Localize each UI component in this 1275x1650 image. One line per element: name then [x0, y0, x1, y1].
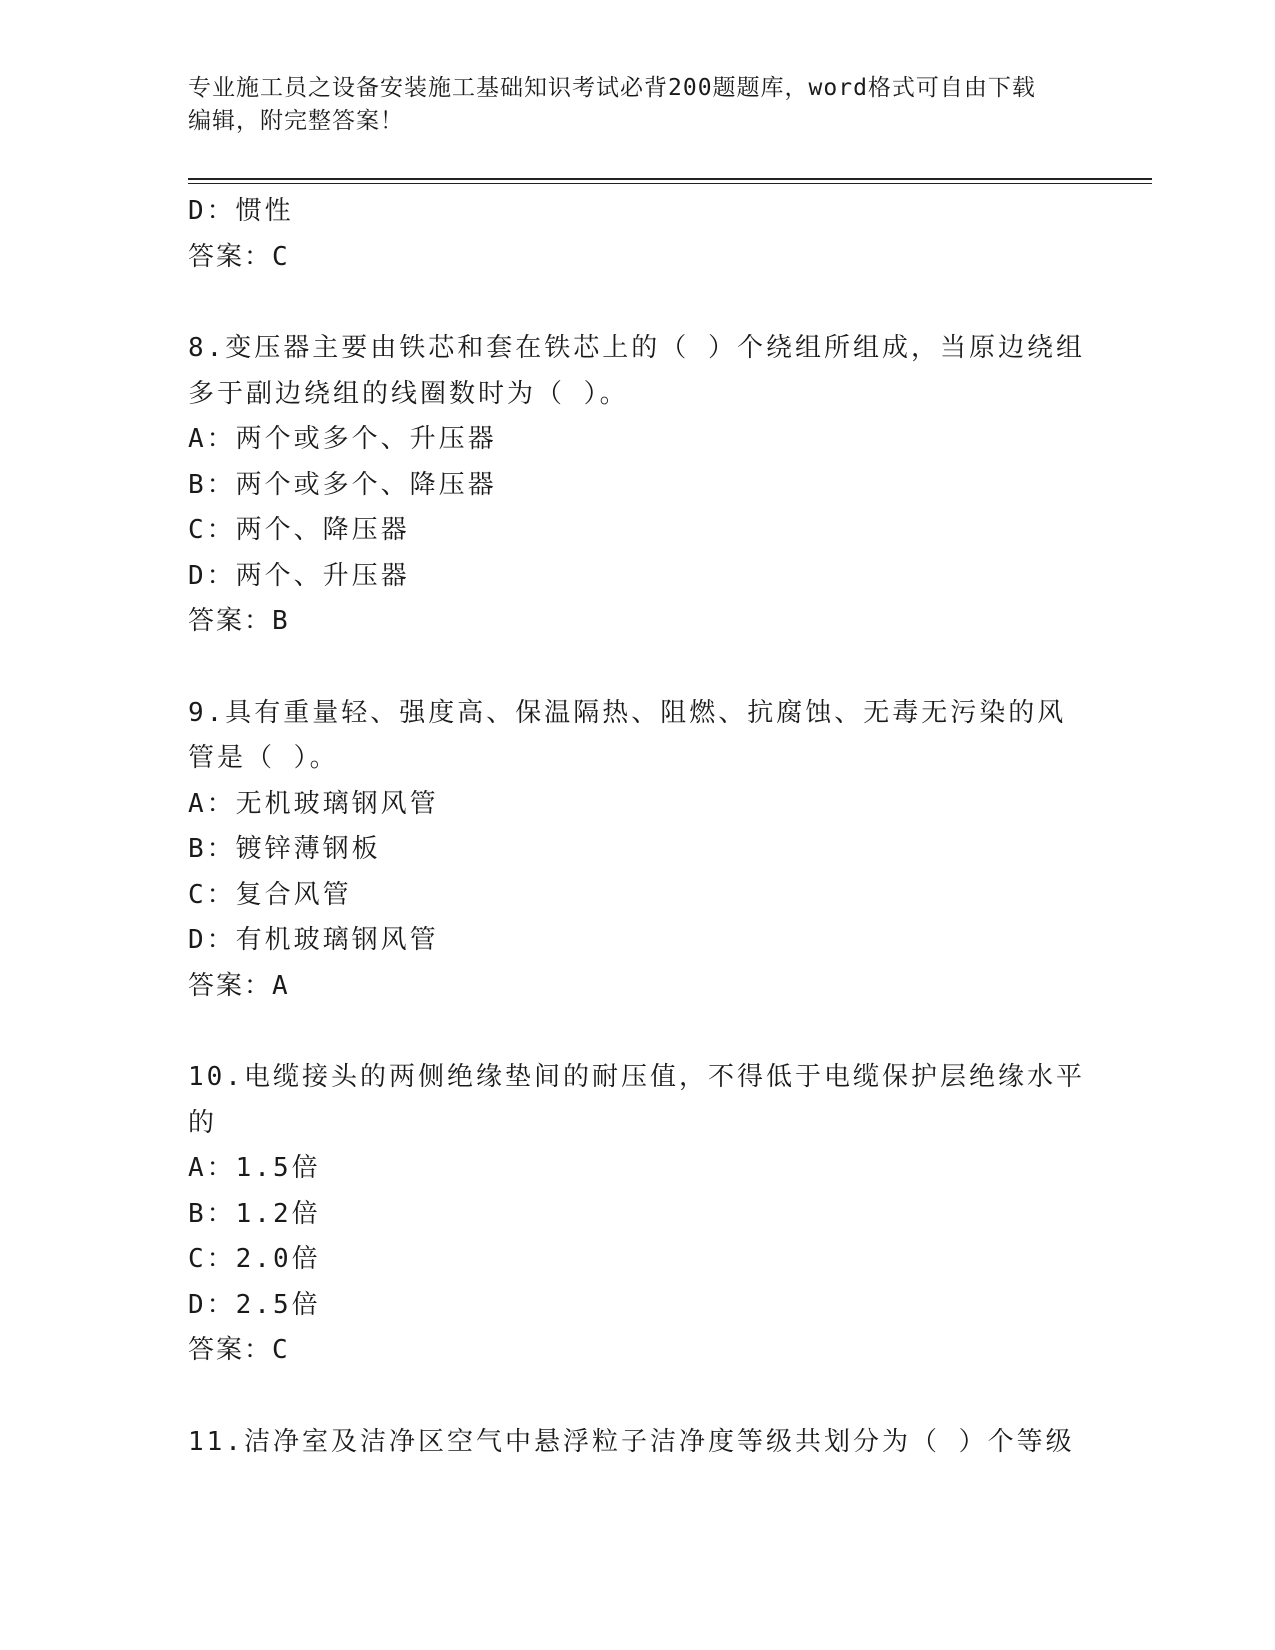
question-block-10: [188, 1055, 1088, 1374]
question-10-text-line-1: 10.电缆接头的两侧绝缘垫间的耐压值，不得低于电缆保护层绝缘水平: [188, 1062, 1085, 1092]
question-8-option-b: B：两个或多个、降压器: [188, 469, 497, 500]
question-10-option-a: A：1.5倍: [188, 1153, 321, 1183]
question-block-11: [188, 1420, 1088, 1466]
question-10-option-b: B：1.2倍: [188, 1198, 321, 1229]
question-8-option-a: A：两个或多个、升压器: [188, 424, 497, 454]
spacer: [188, 645, 1088, 691]
question-11-text-line-1: 11.洁净室及洁净区空气中悬浮粒子洁净度等级共划分为（ ）个等级: [188, 1426, 1075, 1457]
question-8-text-line-2: 多于副边绕组的线圈数时为（ ）。: [188, 378, 629, 409]
header-divider-thick: [188, 178, 1152, 180]
question-8-answer: 答案：B: [188, 606, 290, 636]
question-9-text-line-1: 9.具有重量轻、强度高、保温隔热、阻燃、抗腐蚀、无毒无污染的风: [188, 697, 1067, 728]
document-header: [188, 72, 1088, 138]
question-9-option-b: B：镀锌薄钢板: [188, 834, 381, 864]
question-block-8: [188, 326, 1088, 645]
question-8-option-d: D：两个、升压器: [188, 560, 410, 591]
prev-answer: 答案：C: [188, 241, 290, 272]
header-divider-thin: [188, 183, 1152, 184]
question-10-option-d: D：2.5倍: [188, 1289, 321, 1320]
question-9-text-line-2: 管是（ ）。: [188, 743, 339, 773]
header-title-line-2: 编辑，附完整答案！: [188, 108, 404, 134]
header-title-line-1: 专业施工员之设备安装施工基础知识考试必背200题题库，word格式可自由下载: [188, 75, 1036, 101]
prev-option-d: D：惯性: [188, 196, 294, 226]
question-list: [188, 189, 1088, 1465]
question-9-option-c: C：复合风管: [188, 879, 352, 910]
question-block-9: [188, 691, 1088, 1010]
spacer: [188, 280, 1088, 326]
spacer: [188, 1009, 1088, 1055]
question-9-option-d: D：有机玻璃钢风管: [188, 925, 439, 955]
spacer: [188, 1374, 1088, 1420]
question-10-option-c: C：2.0倍: [188, 1244, 321, 1274]
question-10-answer: 答案：C: [188, 1335, 290, 1365]
question-9-answer: 答案：A: [188, 970, 290, 1001]
question-8-text-line-1: 8.变压器主要由铁芯和套在铁芯上的（ ）个绕组所组成，当原边绕组: [188, 333, 1085, 363]
question-9-option-a: A：无机玻璃钢风管: [188, 788, 439, 819]
question-10-text-line-2: 的: [188, 1107, 218, 1138]
question-8-option-c: C：两个、降压器: [188, 515, 410, 545]
